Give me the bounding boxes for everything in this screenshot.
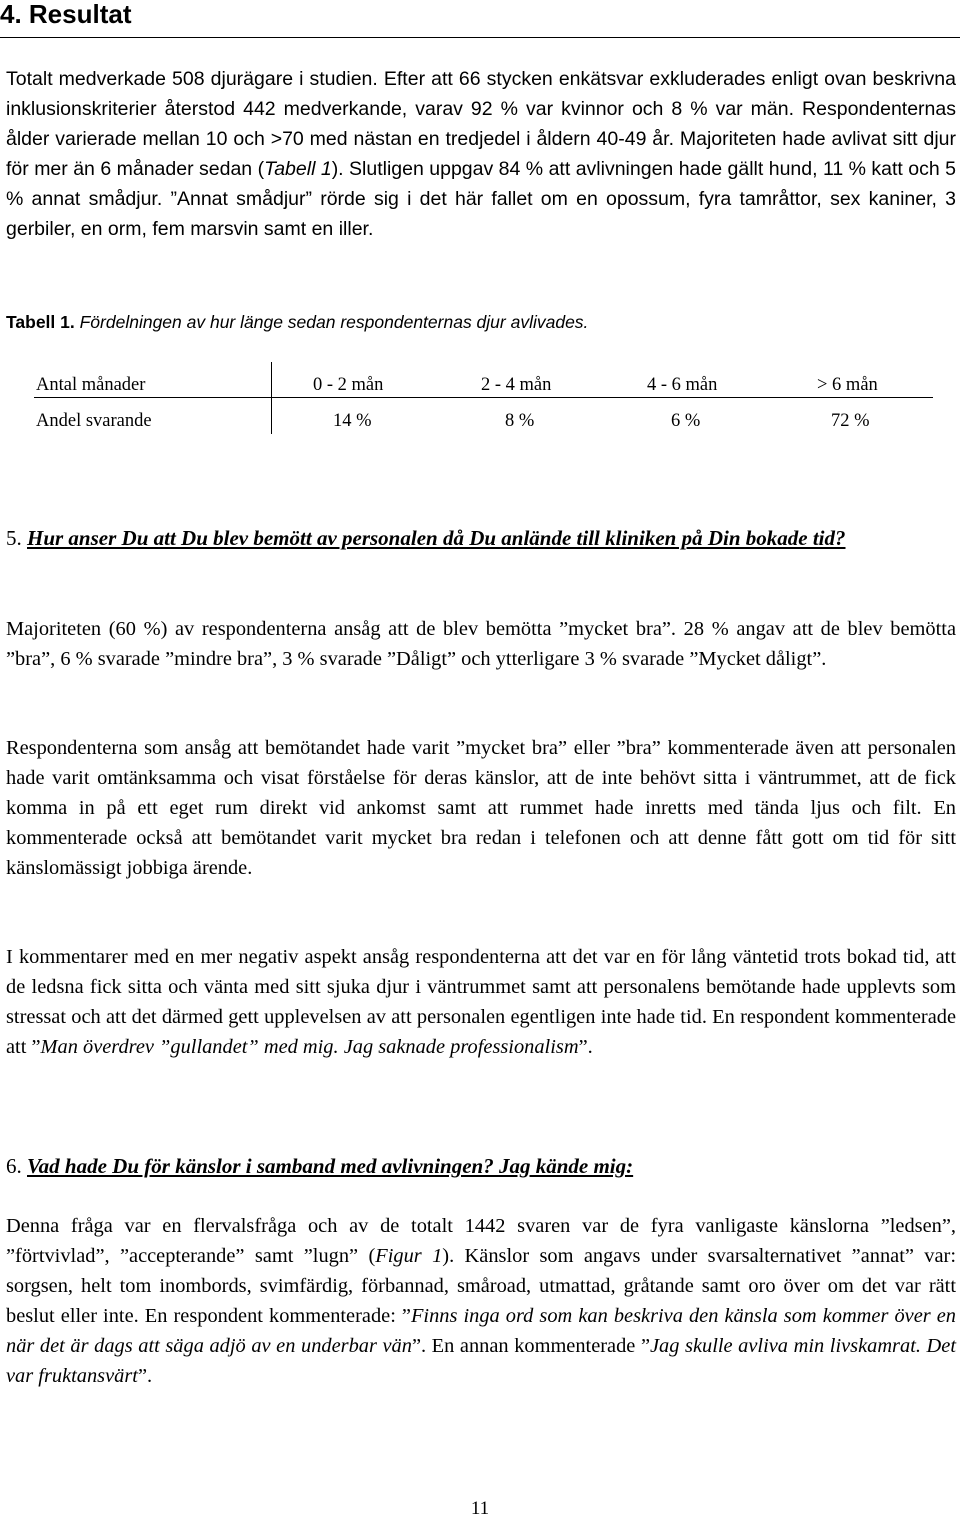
question-6: 6. Vad hade Du för känslor i samband med avlivningen? Jag kände mig:	[6, 1154, 634, 1178]
table-vertical-divider	[271, 362, 272, 434]
table-row-label-months: Antal månader	[36, 375, 146, 395]
respondent-quote: Finns inga ord som kan beskriva den känsla som kommer över en när det är dags att säga adjö av en underbar vän	[6, 1305, 956, 1357]
table-cell-value: 14 %	[333, 411, 372, 431]
section-heading: 4. Resultat	[0, 0, 132, 29]
table-column-header: 4 - 6 mån	[647, 375, 718, 395]
table-caption: Tabell 1. Fördelningen av hur länge sedan respondenternas djur avlivades.	[6, 312, 589, 332]
respondent-quote: Jag skulle avliva min livskamrat. Det var fruktansvärt	[6, 1335, 956, 1387]
table-horizontal-divider	[34, 397, 933, 398]
table-column-header: > 6 mån	[817, 375, 878, 395]
table-column-header: 0 - 2 mån	[313, 375, 384, 395]
negative-comments-paragraph: I kommentarer med en mer negativ aspekt ansåg respondenterna att det var en för lång väntetid trots bokad tid, att de ledsna fick sitta och vänta med sitt sjuka djur i väntrummet samt att personalens bemötande hade upplevts som stressat och att det därmed gett upplevelsen av att personalen egentligen inte hade tid. En respondent kommenterade att ”Man överdrev ”gullandet” med mig. Jag saknade professionalism”.	[6, 946, 956, 1058]
question-6-text: Vad hade Du för känslor i samband med avlivningen? Jag kände mig:	[27, 1154, 634, 1178]
table-reference: Tabell 1	[264, 158, 332, 180]
table-cell-value: 72 %	[831, 411, 870, 431]
figure-reference: Figur 1	[375, 1245, 443, 1267]
question-5: 5. Hur anser Du att Du blev bemött av personalen då Du anlände till kliniken på Din bokade tid?	[6, 526, 846, 550]
table-row-label-share: Andel svarande	[36, 411, 152, 431]
table-cell-value: 6 %	[671, 411, 701, 431]
respondent-quote: Man överdrev ”gullandet” med mig. Jag saknade professionalism	[40, 1036, 579, 1058]
positive-comments-paragraph: Respondenterna som ansåg att bemötandet hade varit ”mycket bra” eller ”bra” kommenterade även att personalen hade varit omtänksamma och visat förståelse för deras känslor, att de inte behövt sitta i väntrummet, att de fick komma in på ett eget rum direkt vid ankomst samt att rummet hade inretts med tända ljus och filt. En kommenterade också att bemötandet varit mycket bra redan i telefonen och att denne fått gott om tid för sitt känslomässigt jobbiga ärende.	[6, 737, 956, 879]
table-cell-value: 8 %	[505, 411, 535, 431]
feelings-paragraph: Denna fråga var en flervalsfråga och av de totalt 1442 svaren var de fyra vanligaste känslorna ”ledsen”, ”förtvivlad”, ”accepterande” samt ”lugn” (Figur 1). Känslor som angavs under svarsalternativet ”annat” var: sorgsen, helt tom inombords, svimfärdig, förbannad, småroad, utmattad, gråtande samt oro över om det var rätt beslut eller inte. En respondent kommenterade: ”Finns inga ord som kan beskriva den känsla som kommer över en när det är dags att säga adjö av en underbar vän”. En annan kommenterade ”Jag skulle avliva min livskamrat. Det var fruktansvärt”.	[6, 1215, 956, 1387]
question-5-text: Hur anser Du att Du blev bemött av personalen då Du anlände till kliniken på Din bokade tid?	[27, 526, 846, 550]
question-5-summary-paragraph: Majoriteten (60 %) av respondenterna ansåg att de blev bemötta ”mycket bra”. 28 % angav att de blev bemötta ”bra”, 6 % svarade ”mindre bra”, 3 % svarade ”Dåligt” och ytterligare 3 % svarade ”Mycket dåligt”.	[6, 618, 956, 670]
results-intro-paragraph: Totalt medverkade 508 djurägare i studien. Efter att 66 stycken enkätsvar exkluderades enligt ovan beskrivna inklusionskriterier återstod 442 medverkande, varav 92 % var kvinnor och 8 % var män. Respondenternas ålder varierade mellan 10 och >70 med nästan en tredjedel i åldern 40-49 år. Majoriteten hade avlivat sitt djur för mer än 6 månader sedan (Tabell 1). Slutligen uppgav 84 % att avlivningen hade gällt hund, 11 % katt och 5 % annat smådjur. ”Annat smådjur” rörde sig i det här fallet om en opossum, fyra tamråttor, sex kaniner, 3 gerbiler, en orm, fem marsvin samt en iller.	[6, 68, 956, 240]
table-column-header: 2 - 4 mån	[481, 375, 552, 395]
heading-rule	[0, 37, 960, 38]
page-number: 11	[470, 1498, 490, 1519]
